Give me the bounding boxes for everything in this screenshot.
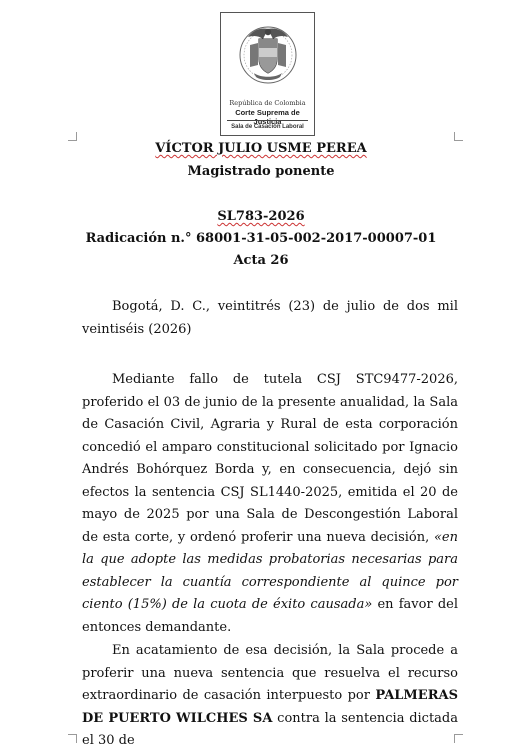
coat-of-arms-icon (238, 15, 298, 97)
seal-chamber-text: Sala de Casación Laboral (231, 124, 304, 130)
paragraph-compliance: En acatamiento de esa decisión, la Sala procede a proferir una nueva sentencia que resuelva el recurso extraordinario de casación interpuesto por PALMERAS DE PUERTO WILCHES SA contra la sentencia dictada el 30 de (82, 643, 458, 748)
date-paragraph: Bogotá, D. C., veintitrés (23) de julio de dos mil veintiséis (2026) (82, 299, 458, 337)
acta-number: Acta 26 (233, 253, 289, 268)
quoted-order: «en la que adopte las medidas probatorias necesarias para establecer la cuantía correspondiente al quince por ciento (15%) de la cuota de éxito causada» (82, 529, 458, 612)
seal-court-text: Corte Suprema de Justicia (235, 108, 300, 126)
paragraph-tutela: Mediante fallo de tutela CSJ STC9477-2026, proferido el 03 de junio de la presente anualidad, la Sala de Casación Civil, Agraria y Rural de esta corporación concedió el amparo constitucional solicitado por Ignacio Andrés Bohórquez Borda y, en consecuencia, dejó sin efectos la sentencia CSJ SL1440-2025, emitida el 20 de mayo de 2025 por una Sala de Descongestión Laboral de esta corte, y ordenó proferir una nueva decisión, «en la que adopte las medidas probatorias necesarias para establecer la cuantía correspondiente al quince por ciento (15%) de la cuota de éxito causada» en favor del entonces demandante. (82, 372, 459, 635)
case-number: SL783-2026 (217, 209, 305, 224)
party-name: PALMERAS DE PUERTO WILCHES SA (82, 688, 458, 726)
court-seal (220, 12, 315, 136)
magistrate-role: Magistrado ponente (187, 164, 335, 179)
seal-republic-text: República de Colombia (229, 99, 306, 107)
crop-mark-top-left (68, 132, 77, 141)
magistrate-name: VÍCTOR JULIO USME PEREA (155, 141, 367, 156)
radicacion-number: Radicación n.° 68001-31-05-002-2017-00007-01 (85, 231, 437, 246)
seal-divider (227, 120, 308, 121)
crop-mark-top-right (454, 132, 463, 141)
